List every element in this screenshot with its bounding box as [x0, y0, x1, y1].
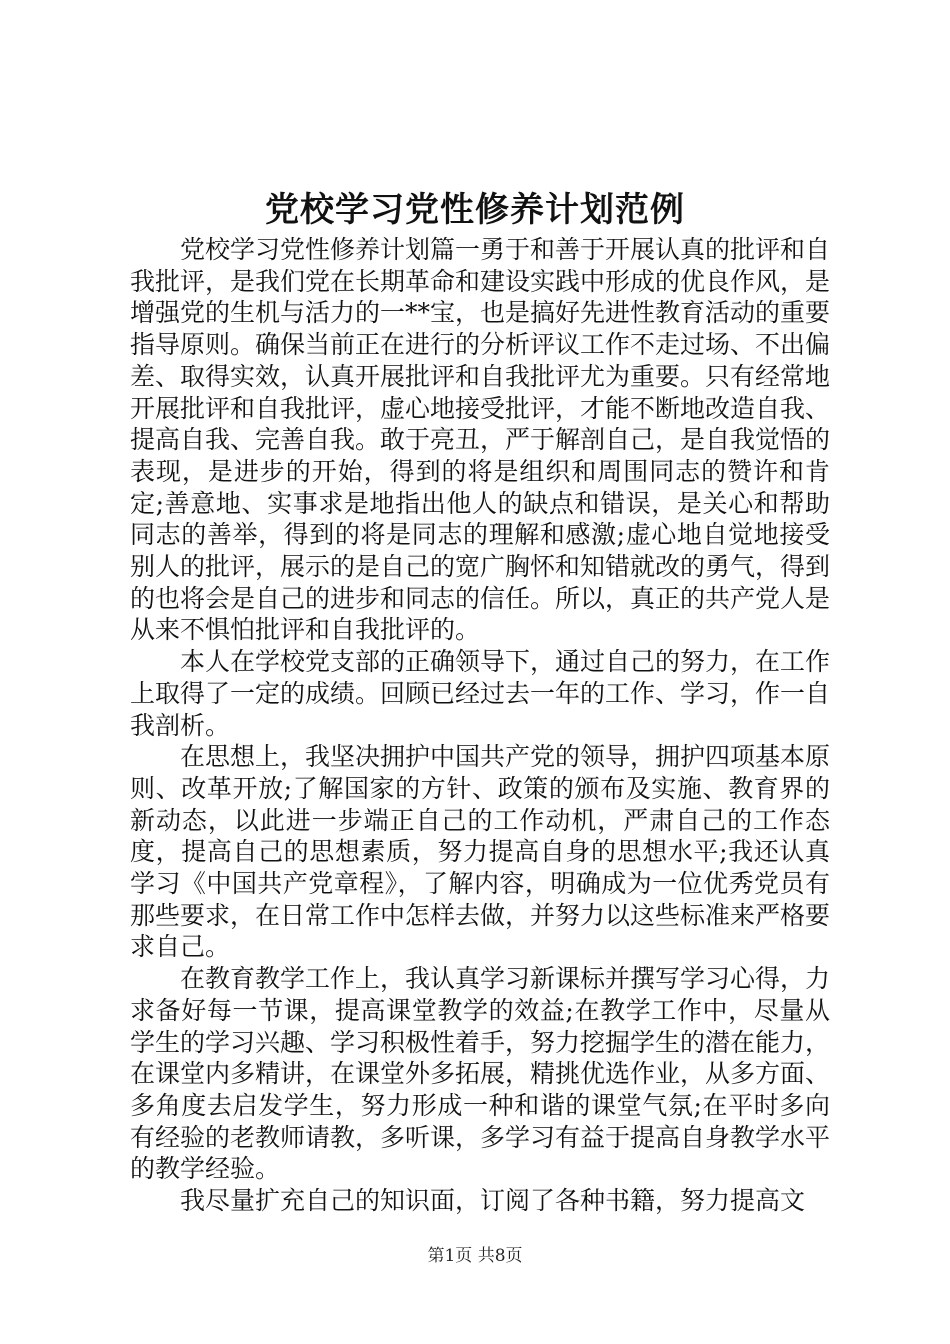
paragraph: 本人在学校党支部的正确领导下，通过自己的努力，在工作上取得了一定的成绩。回顾已经过去一年的工作、学习，作一自我剖析。	[130, 647, 831, 740]
document-body	[130, 234, 830, 1217]
page-number-footer: 第1页 共8页	[427, 1246, 523, 1266]
document-title: 党校学习党性修养计划范例	[265, 190, 685, 230]
paragraph: 在思想上，我坚决拥护中国共产党的领导，拥护四项基本原则、改革开放;了解国家的方针、政策的颁布及实施、教育界的新动态，以此进一步端正自己的工作动机，严肃自己的工作态度，提高自己的思想素质，努力提高自身的思想水平;我还认真学习《中国共产党章程》，了解内容，明确成为一位优秀党员有那些要求，在日常工作中怎样去做，并努力以这些标准来严格要求自己。	[130, 742, 831, 962]
paragraph: 党校学习党性修养计划篇一勇于和善于开展认真的批评和自我批评，是我们党在长期革命和建设实践中形成的优良作风，是增强党的生机与活力的一**宝，也是搞好先进性教育活动的重要指导原则。确保当前正在进行的分析评议工作不走过场、不出偏差、取得实效，认真开展批评和自我批评尤为重要。只有经常地开展批评和自我批评，虚心地接受批评，才能不断地改造自我、提高自我、完善自我。敢于亮丑，严于解剖自己，是自我觉悟的表现，是进步的开始，得到的将是组织和周围同志的赞许和肯定;善意地、实事求是地指出他人的缺点和错误，是关心和帮助同志的善举，得到的将是同志的理解和感激;虚心地自觉地接受别人的批评，展示的是自己的宽广胸怀和知错就改的勇气，得到的也将会是自己的进步和同志的信任。所以，真正的共产党人是从来不惧怕批评和自我批评的。	[130, 235, 831, 645]
paragraph: 在教育教学工作上，我认真学习新课标并撰写学习心得，力求备好每一节课，提高课堂教学的效益;在教学工作中，尽量从学生的学习兴趣、学习积极性着手，努力挖掘学生的潜在能力，在课堂内多精讲，在课堂外多拓展，精挑优选作业，从多方面、多角度去启发学生，努力形成一种和谐的课堂气氛;在平时多向有经验的老教师请教，多听课，多学习有益于提高自身教学水平的教学经验。	[130, 964, 831, 1184]
paragraph: 我尽量扩充自己的知识面，订阅了各种书籍，努力提高文	[180, 1186, 806, 1216]
